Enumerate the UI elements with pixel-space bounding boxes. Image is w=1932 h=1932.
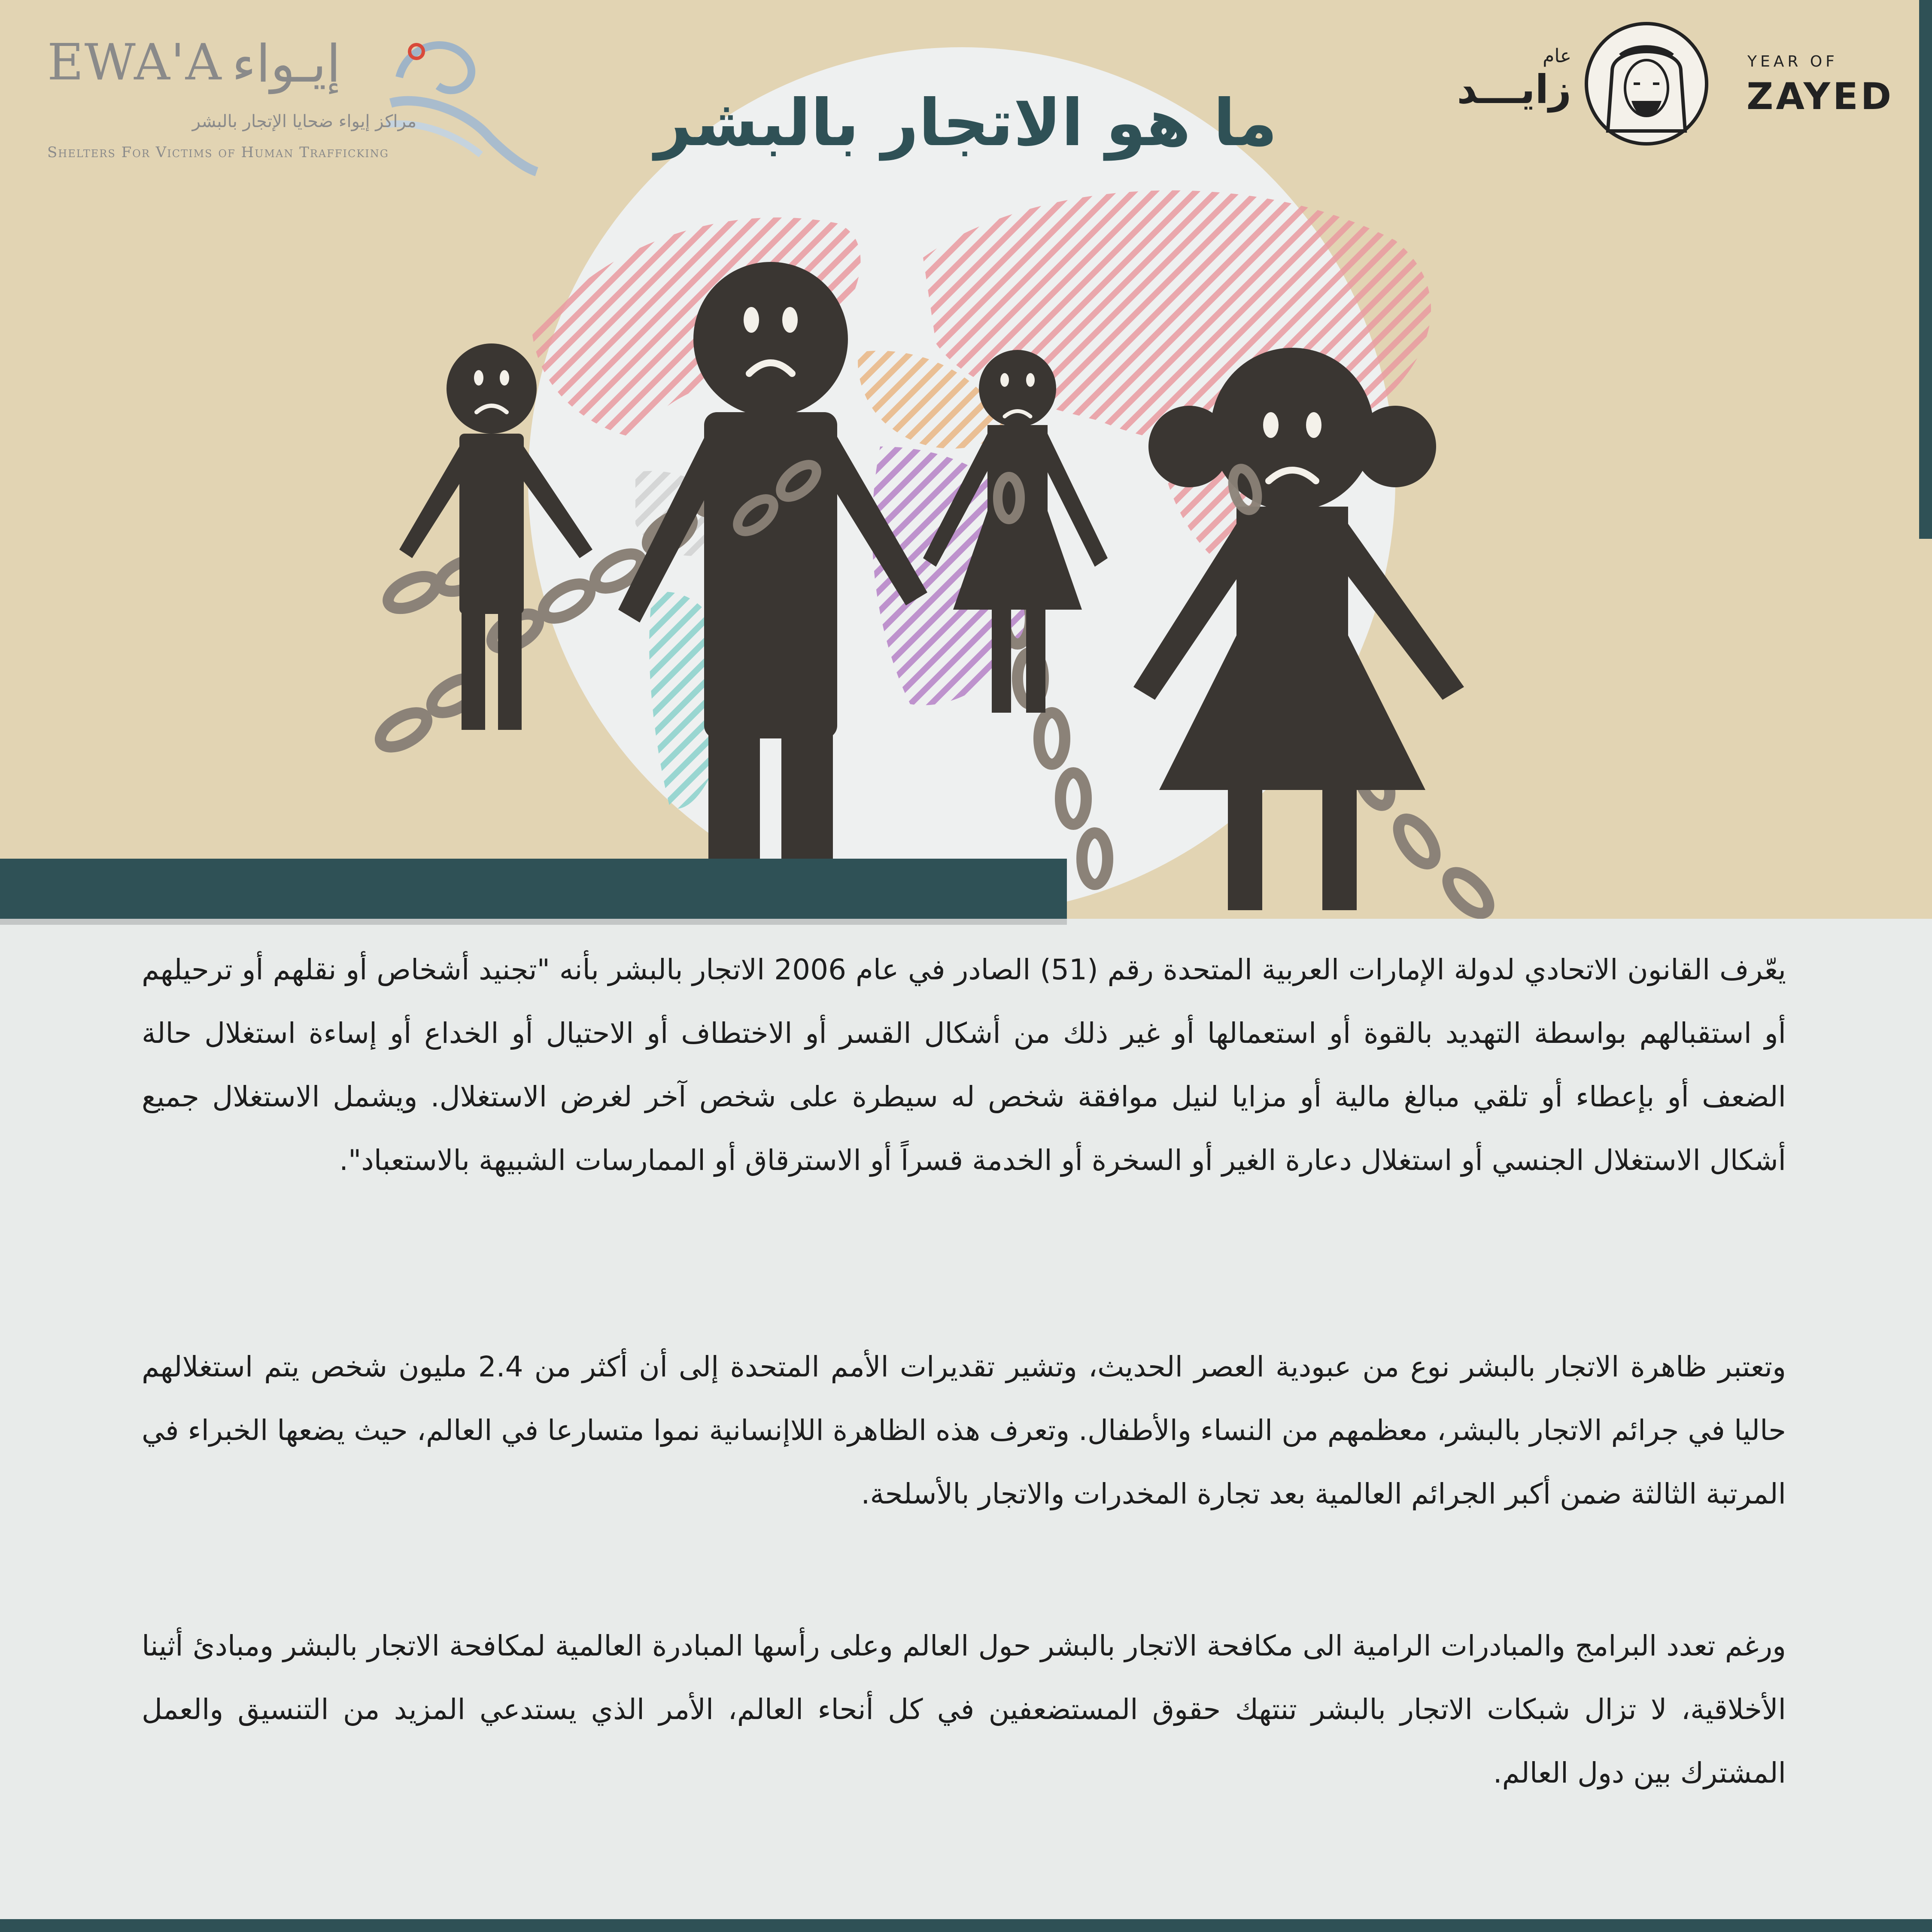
ewaa-swirl-icon [382, 26, 545, 180]
page-title: ما هو الاتجار بالبشر [654, 86, 1278, 161]
zayed-name-english: ZAYED [1747, 75, 1894, 118]
zayed-name-arabic: زايـــد [1457, 67, 1571, 112]
ewaa-logo-arabic: إيـواء [232, 34, 341, 94]
ewaa-tagline-arabic: مراكز إيواء ضحايا الإتجار بالبشر [192, 112, 416, 131]
zayed-year-of-text: YEAR OF [1747, 53, 1838, 70]
bottom-bar [0, 1919, 1932, 1932]
accent-band-underline [0, 919, 1067, 925]
body-paragraph-initiatives: ورغم تعدد البرامج والمبادرات الرامية الى مكافحة الاتجار بالبشر حول العالم وعلى رأسها المبادرة العالمية لمكافحة الاتجار بالبشر ومبادئ أثينا الأخلاقية، لا تزال شبكات الاتجار بالبشر تنتهك حقوق المستضعفين في كل أنحاء العالم، الأمر الذي يستدعي المزيد من التنسيق والعمل المشترك بين دول العالم. [142, 1629, 1786, 1789]
ewaa-tagline-english: Shelters For Victims of Human Trafficking [47, 144, 389, 161]
zayed-aam-text: عام [1543, 45, 1571, 67]
zayed-portrait-icon [1582, 19, 1711, 148]
body-paragraph-statistics: وتعتبر ظاهرة الاتجار بالبشر نوع من عبودية العصر الحديث، وتشير تقديرات الأمم المتحدة إلى أن أكثر من 2.4 مليون شخص يتم استغلالهم حاليا في جرائم الاتجار بالبشر، معظمهم من النساء والأطفال. وتعرف هذه الظاهرة اللاإنسانية نموا متسارعا في العالم، حيث يضعها الخبراء في المرتبة الثالثة ضمن أكبر الجرائم العالمية بعد تجارة المخدرات والاتجار بالأسلحة. [142, 1350, 1786, 1510]
ewaa-logo [47, 26, 545, 180]
body-paragraph-definition: يعّرف القانون الاتحادي لدولة الإمارات العربية المتحدة رقم (51) الصادر في عام 2006 الاتجار بالبشر بأنه "تجنيد أشخاص أو نقلهم أو ترحيلهم أو استقبالهم بواسطة التهديد بالقوة أو استعمالها أو غير ذلك من أشكال القسر أو الاختطاف أو الاحتيال أو الخداع أو إساءة استغلال حالة الضعف أو بإعطاء أو تلقي مبالغ مالية أو مزايا لنيل موافقة شخص له سيطرة على شخص آخر لغرض الاستغلال. ويشمل الاستغلال جميع أشكال الاستغلال الجنسي أو استغلال دعارة الغير أو السخرة أو الخدمة قسراً أو الاسترقاق أو الممارسات الشبيهة بالاستعباد". [142, 953, 1786, 1177]
right-edge-bar [1919, 0, 1932, 539]
year-of-zayed-logo [1417, 19, 1894, 148]
ewaa-logo-latin: EWA'A [47, 33, 222, 91]
accent-band [0, 859, 1067, 919]
hero-illustration-area [0, 0, 1932, 919]
